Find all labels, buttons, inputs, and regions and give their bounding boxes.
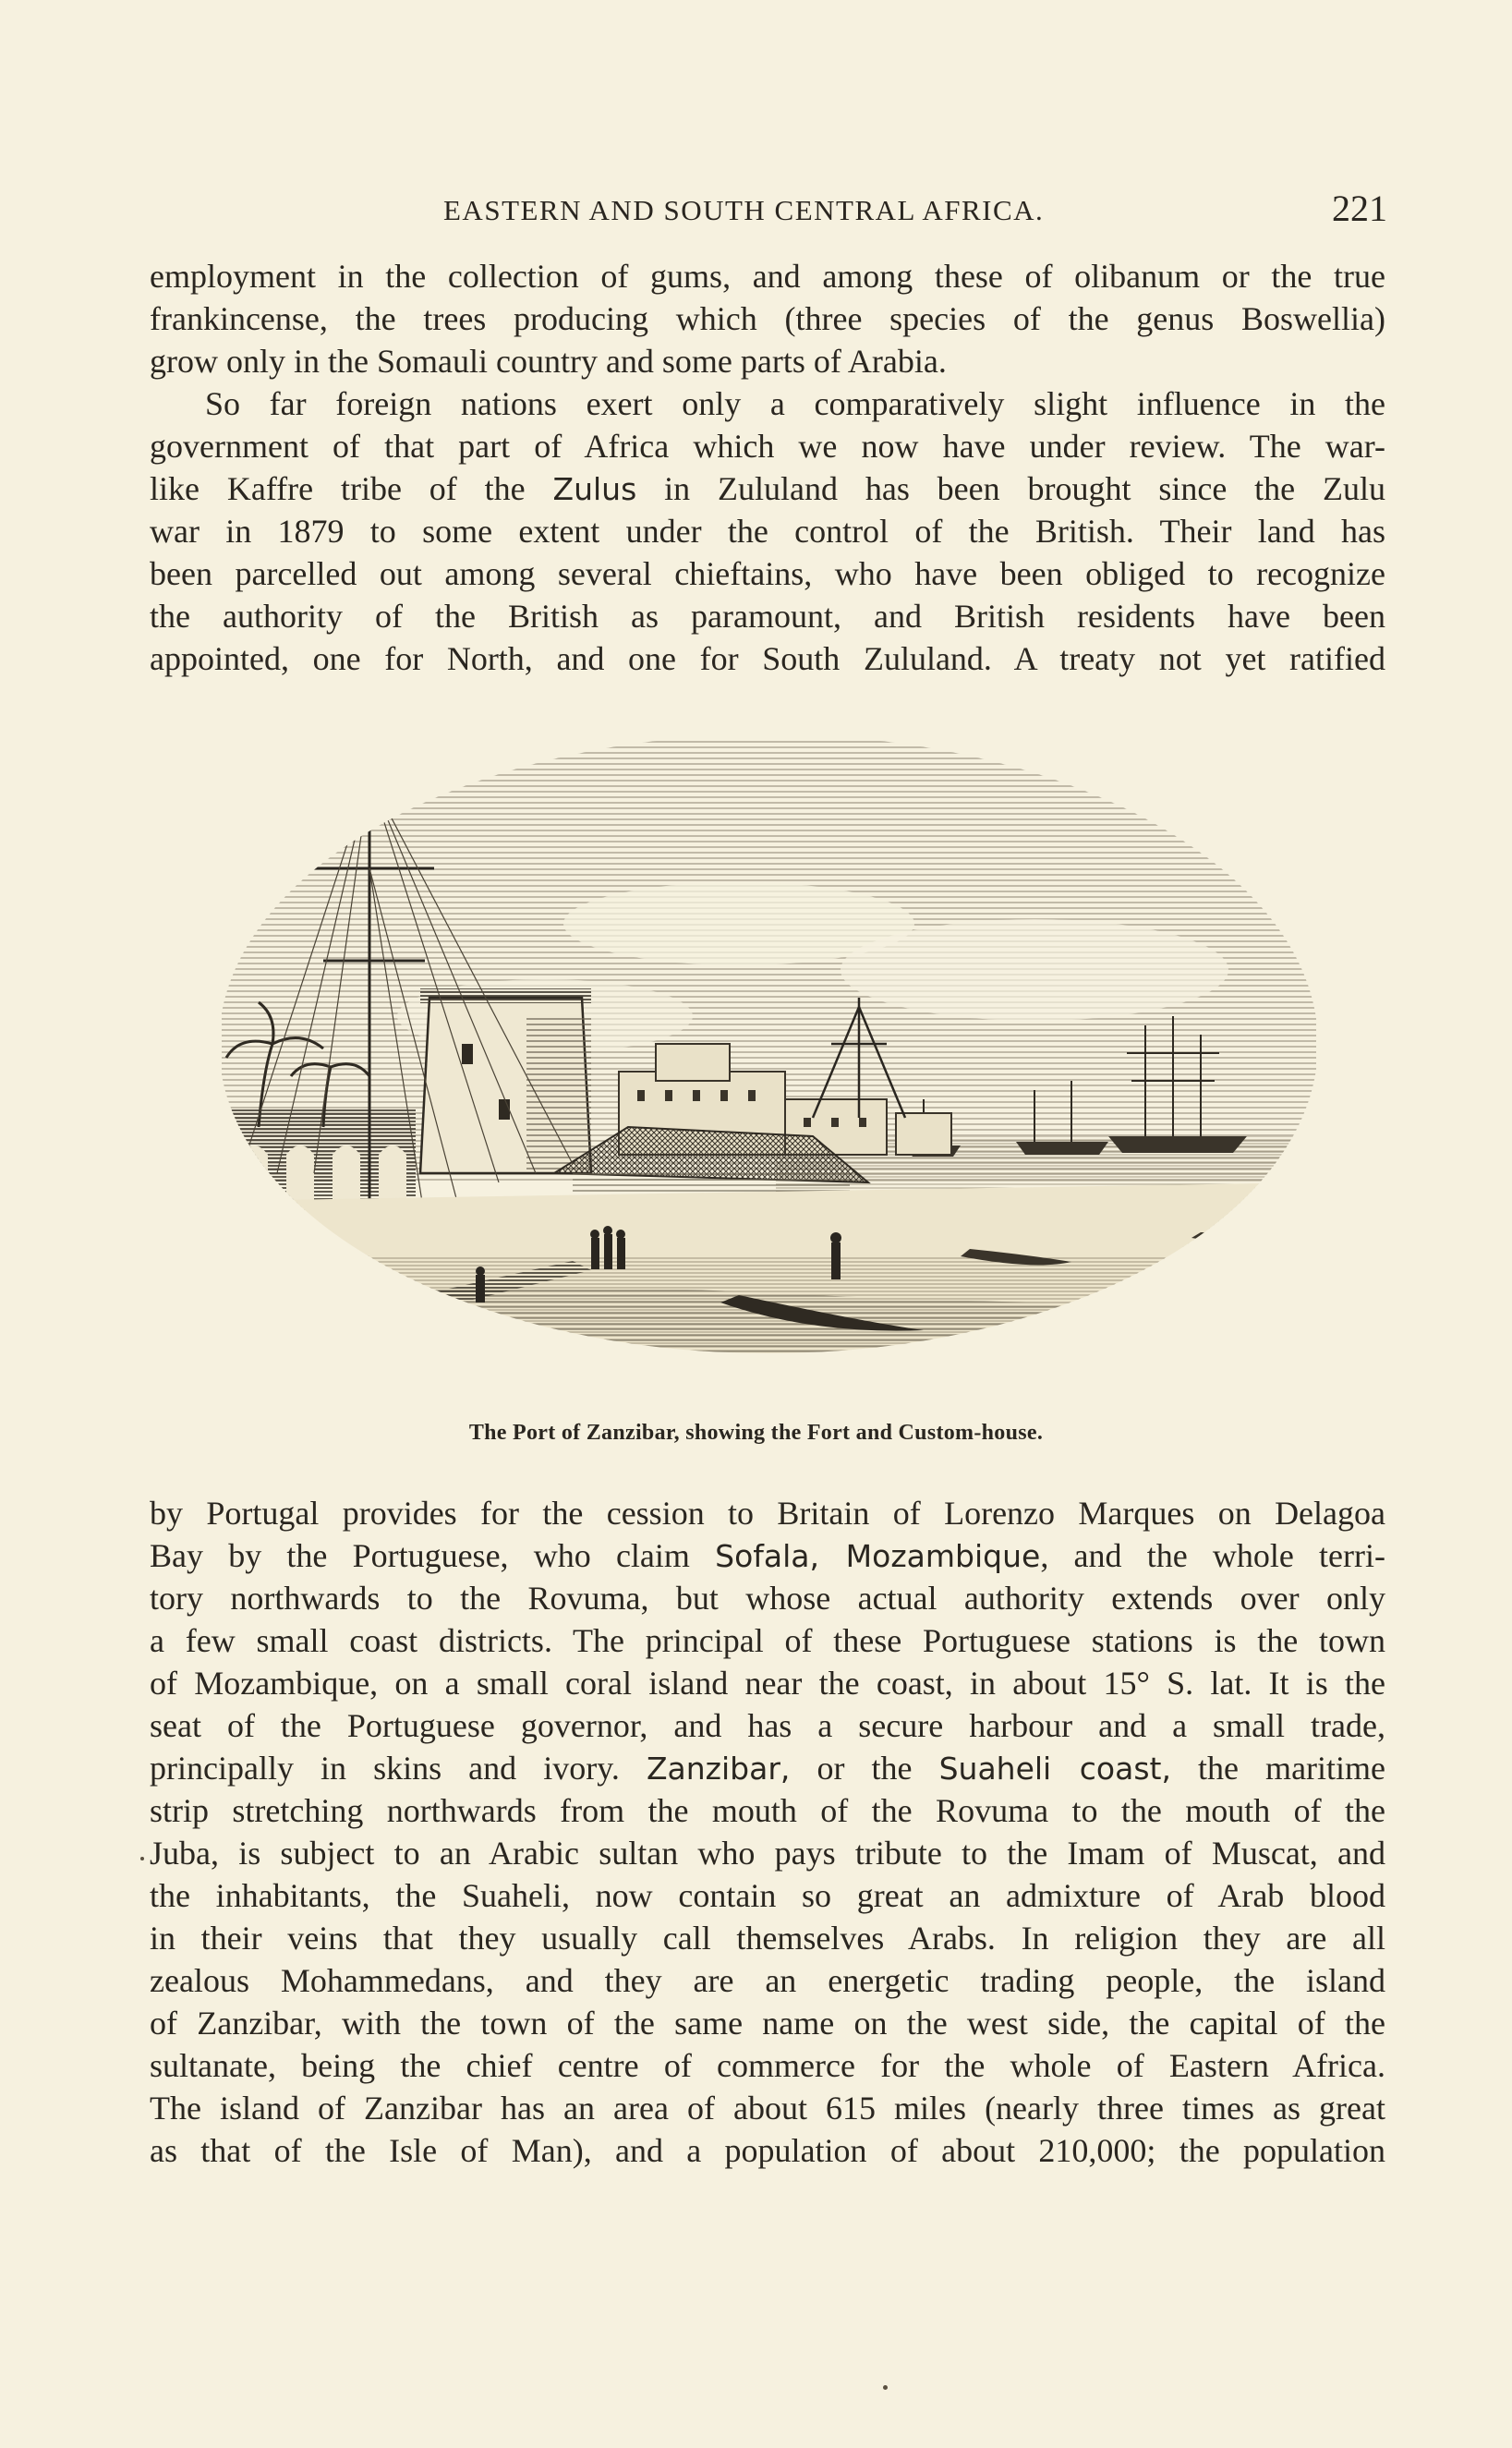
text-line: sultanate, being the chief centre of commerce for the whole of Eastern Africa. bbox=[150, 2047, 1385, 2084]
engraving-illustration bbox=[222, 739, 1316, 1404]
text-line: a few small coast districts. The principal of these Portuguese stations is the town bbox=[150, 1622, 1385, 1659]
text-line: The island of Zanzibar has an area of about 615 miles (nearly three times as great bbox=[150, 2090, 1385, 2127]
text-line: been parcelled out among several chieftains, who have been obliged to recognize bbox=[150, 555, 1385, 592]
running-head: EASTERN AND SOUTH CENTRAL AFRICA. bbox=[443, 194, 1045, 226]
text-line: tory northwards to the Rovuma, but whose actual authority extends over only bbox=[150, 1580, 1385, 1617]
text-line bbox=[150, 1534, 1385, 1577]
text-line: seat of the Portuguese governor, and has a secure harbour and a small trade, bbox=[150, 1707, 1385, 1744]
text-line: grow only in the Somauli country and some parts of Arabia. bbox=[150, 343, 947, 380]
text-line: of Mozambique, on a small coral island near the coast, in about 15° S. lat. It is the bbox=[150, 1665, 1385, 1702]
text-line: government of that part of Africa which we now have under review. The war- bbox=[150, 428, 1385, 465]
text-block-bottom bbox=[150, 1492, 1385, 2172]
text-run: , and the whole terri- bbox=[1040, 1537, 1385, 1574]
text-run: or the bbox=[790, 1750, 939, 1787]
text-run: the maritime bbox=[1170, 1750, 1385, 1787]
text-line: of Zanzibar, with the town of the same name on the west side, the capital of the bbox=[150, 2005, 1385, 2042]
place-name-sofala-mozambique: Sofala, Mozambique bbox=[715, 1538, 1041, 1574]
text-line: Juba, is subject to an Arabic sultan who pays tribute to the Imam of Muscat, and bbox=[150, 1835, 1385, 1872]
text-line: as that of the Isle of Man), and a population of about 210,000; the population bbox=[150, 2132, 1385, 2169]
text-line: in their veins that they usually call themselves Arabs. In religion they are all bbox=[150, 1920, 1385, 1957]
place-name-zulus: Zulus bbox=[552, 471, 637, 507]
text-line: war in 1879 to some extent under the control of the British. Their land has bbox=[150, 513, 1385, 550]
engraving-port-of-zanzibar bbox=[222, 739, 1316, 1404]
page-header bbox=[0, 185, 1512, 240]
text-line: So far foreign nations exert only a comparatively slight influence in the bbox=[205, 385, 1385, 422]
text-line bbox=[150, 1747, 1385, 1789]
paper-speck bbox=[140, 1857, 144, 1860]
text-run: like Kaffre tribe of the bbox=[150, 470, 553, 507]
paper-speck bbox=[883, 2385, 888, 2390]
text-run: in Zululand has been brought since the Zulu bbox=[636, 470, 1385, 507]
text-line: employment in the collection of gums, and among these of olibanum or the true bbox=[150, 258, 1385, 295]
place-name-zanzibar: Zanzibar, bbox=[646, 1751, 791, 1787]
text-block-top bbox=[150, 255, 1385, 680]
text-line bbox=[150, 467, 1385, 510]
page-number: 221 bbox=[1332, 188, 1387, 229]
text-line: zealous Mohammedans, and they are an energetic trading people, the island bbox=[150, 1962, 1385, 1999]
text-run: principally in skins and ivory. bbox=[150, 1750, 647, 1787]
text-line: strip stretching northwards from the mouth of the Rovuma to the mouth of the bbox=[150, 1792, 1385, 1829]
text-line: the authority of the British as paramount, and British residents have been bbox=[150, 598, 1385, 635]
figure-caption: The Port of Zanzibar, showing the Fort and Custom-house. bbox=[468, 1421, 1044, 1445]
text-run: Bay by the Portuguese, who claim bbox=[150, 1537, 716, 1574]
text-line: by Portugal provides for the cession to Britain of Lorenzo Marques on Delagoa bbox=[150, 1495, 1385, 1532]
text-line: the inhabitants, the Suaheli, now contain so great an admixture of Arab blood bbox=[150, 1877, 1385, 1914]
text-line: appointed, one for North, and one for South Zululand. A treaty not yet ratified bbox=[150, 640, 1385, 677]
text-line: frankincense, the trees producing which (three species of the genus Boswellia) bbox=[150, 300, 1385, 337]
place-name-suaheli-coast: Suaheli coast, bbox=[938, 1751, 1171, 1787]
